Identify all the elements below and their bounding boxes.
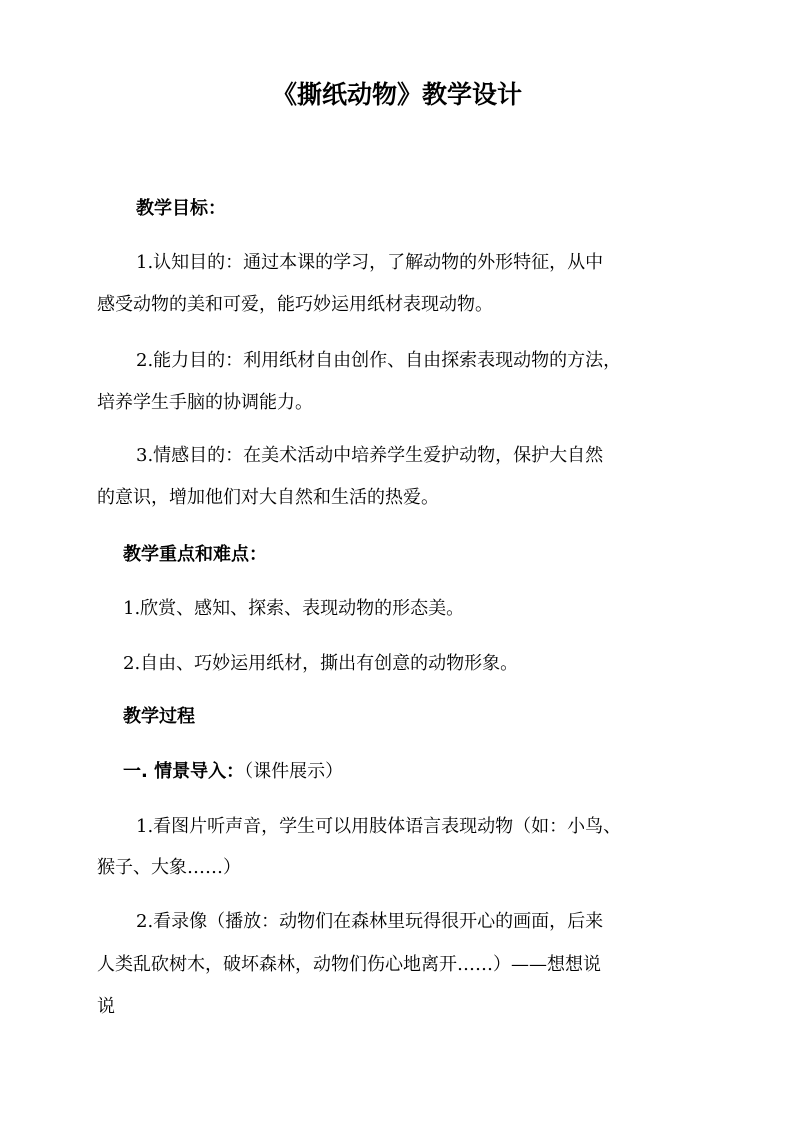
section-1-heading: 一. 情景导入： (123, 761, 245, 782)
section-1-item-2-line-2: 人类乱砍树木，破坏森林，动物们伤心地离开……）——想想说 (97, 954, 601, 975)
objective-3-line-1: 3.情感目的：在美术活动中培养学生爱护动物，保护大自然 (136, 445, 604, 466)
process-heading: 教学过程 (123, 706, 195, 727)
section-1-item-1-line-2: 猴子、大象……） (97, 857, 241, 878)
section-1-item-2-line-1: 2.看录像（播放：动物们在森林里玩得很开心的画面，后来 (136, 911, 604, 932)
objective-2-line-2: 培养学生手脑的协调能力。 (97, 392, 313, 413)
section-1-note: （课件展示） (244, 761, 344, 782)
section-1-heading-line (123, 759, 343, 785)
objectives-heading: 教学目标： (136, 198, 226, 219)
key-point-1: 1.欣赏、感知、探索、表现动物的形态美。 (123, 598, 465, 619)
objective-2-line-1: 2.能力目的：利用纸材自由创作、自由探索表现动物的方法， (136, 350, 622, 371)
objective-3-line-2: 的意识，增加他们对大自然和生活的热爱。 (97, 487, 439, 508)
document-title: 《撕纸动物》教学设计 (271, 80, 522, 109)
key-points-heading: 教学重点和难点： (123, 544, 267, 565)
section-1-item-2-line-3: 说 (97, 996, 115, 1017)
key-point-2: 2.自由、巧妙运用纸材，撕出有创意的动物形象。 (123, 653, 519, 674)
objective-1-line-1: 1.认知目的：通过本课的学习，了解动物的外形特征，从中 (136, 252, 604, 273)
objective-1-line-2: 感受动物的美和可爱，能巧妙运用纸材表现动物。 (97, 294, 493, 315)
section-1-item-1-line-1: 1.看图片听声音，学生可以用肢体语言表现动物（如：小鸟、 (136, 816, 622, 837)
